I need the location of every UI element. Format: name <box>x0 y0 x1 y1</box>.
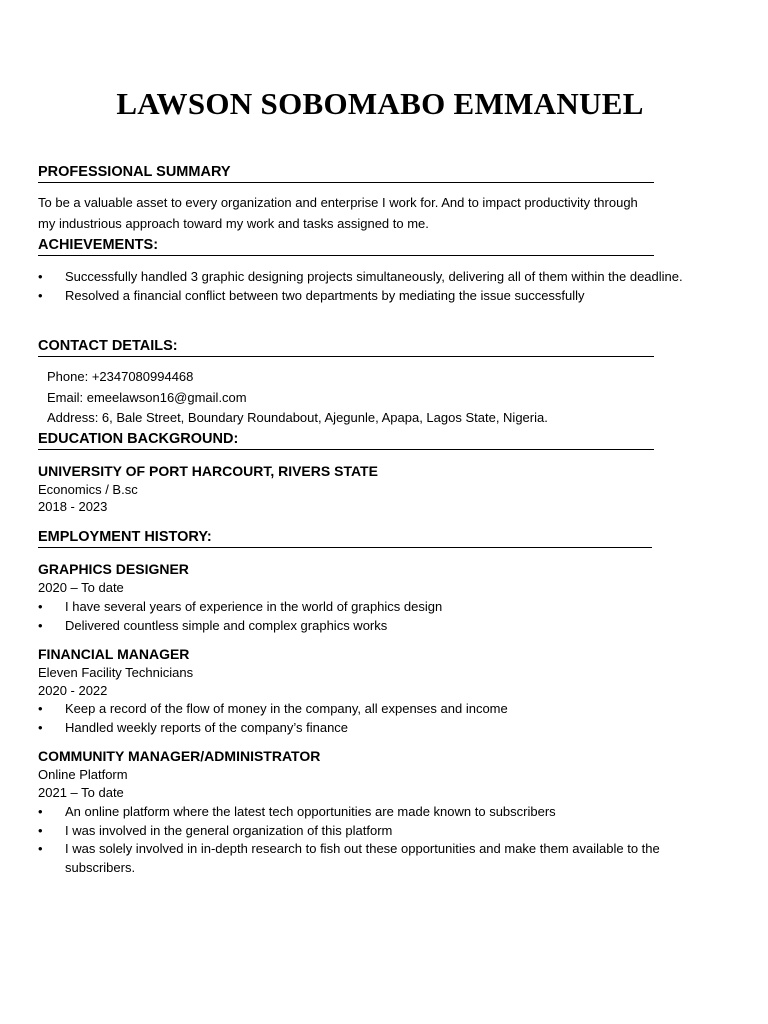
list-item-text: Successfully handled 3 graphic designing projects simultaneously, delivering all of them within the deadline. <box>65 269 683 284</box>
list-item-text: I was involved in the general organization of this platform <box>65 822 393 838</box>
list-item <box>38 700 728 719</box>
job-company: Eleven Facility Technicians <box>38 665 194 680</box>
bullet-icon: • <box>38 841 43 856</box>
job-duties-list <box>38 700 728 737</box>
list-item-text: I have several years of experience in the world of graphics design <box>65 599 443 614</box>
section-heading-achievements: ACHIEVEMENTS: <box>38 237 654 256</box>
list-item <box>38 822 728 841</box>
section-heading-employment: EMPLOYMENT HISTORY: <box>38 529 652 548</box>
list-item-text: An online platform where the latest tech opportunities are made known to subscribers <box>65 804 556 819</box>
list-item <box>38 287 728 306</box>
list-item <box>38 840 728 877</box>
job-duties-list <box>38 598 728 635</box>
bullet-icon: • <box>38 599 43 614</box>
list-item-text: Handled weekly reports of the company’s finance <box>65 719 349 735</box>
summary-line: To be a valuable asset to every organization and enterprise I work for. And to impact productivity through <box>38 195 638 210</box>
list-item <box>38 719 728 738</box>
bullet-icon: • <box>38 719 43 735</box>
job-period: 2020 - 2022 <box>38 683 108 698</box>
job-period: 2021 – To date <box>38 785 124 800</box>
list-item <box>38 617 728 636</box>
achievements-list <box>38 268 728 305</box>
contact-email: Email: emeelawson16@gmail.com <box>47 389 247 405</box>
bullet-icon: • <box>38 822 43 838</box>
bullet-icon: • <box>38 804 43 819</box>
contact-details <box>47 367 548 429</box>
job-duties-list <box>38 803 728 877</box>
job-title: FINANCIAL MANAGER <box>38 646 190 662</box>
bullet-icon: • <box>38 701 43 716</box>
job-title: GRAPHICS DESIGNER <box>38 561 189 577</box>
list-item <box>38 268 728 287</box>
education-course: Economics / B.sc <box>38 482 138 497</box>
section-heading-contact: CONTACT DETAILS: <box>38 338 654 357</box>
contact-phone: Phone: +2347080994468 <box>47 369 194 384</box>
section-heading-summary: PROFESSIONAL SUMMARY <box>38 164 654 183</box>
list-item-text: Resolved a financial conflict between two departments by mediating the issue successfully <box>65 287 585 303</box>
bullet-icon: • <box>38 269 43 284</box>
job-company: Online Platform <box>38 767 128 782</box>
list-item <box>38 598 728 617</box>
list-item <box>38 803 728 822</box>
job-title: COMMUNITY MANAGER/ADMINISTRATOR <box>38 748 321 764</box>
contact-address: Address: 6, Bale Street, Boundary Roundabout, Ajegunle, Apapa, Lagos State, Nigeria. <box>47 410 548 425</box>
job-period: 2020 – To date <box>38 580 124 595</box>
section-heading-education: EDUCATION BACKGROUND: <box>38 431 654 450</box>
summary-line: my industrious approach toward my work and tasks assigned to me. <box>38 216 429 231</box>
bullet-icon: • <box>38 617 43 633</box>
education-school: UNIVERSITY OF PORT HARCOURT, RIVERS STATE <box>38 463 378 479</box>
resume-name: LAWSON SOBOMABO EMMANUEL <box>116 86 644 121</box>
education-years: 2018 - 2023 <box>38 499 108 514</box>
list-item-text: I was solely involved in in-depth research to fish out these opportunities and make them available to the subscribers. <box>65 841 660 875</box>
summary-text <box>38 192 718 234</box>
list-item-text: Keep a record of the flow of money in the company, all expenses and income <box>65 701 508 716</box>
bullet-icon: • <box>38 287 43 303</box>
list-item-text: Delivered countless simple and complex graphics works <box>65 617 388 633</box>
